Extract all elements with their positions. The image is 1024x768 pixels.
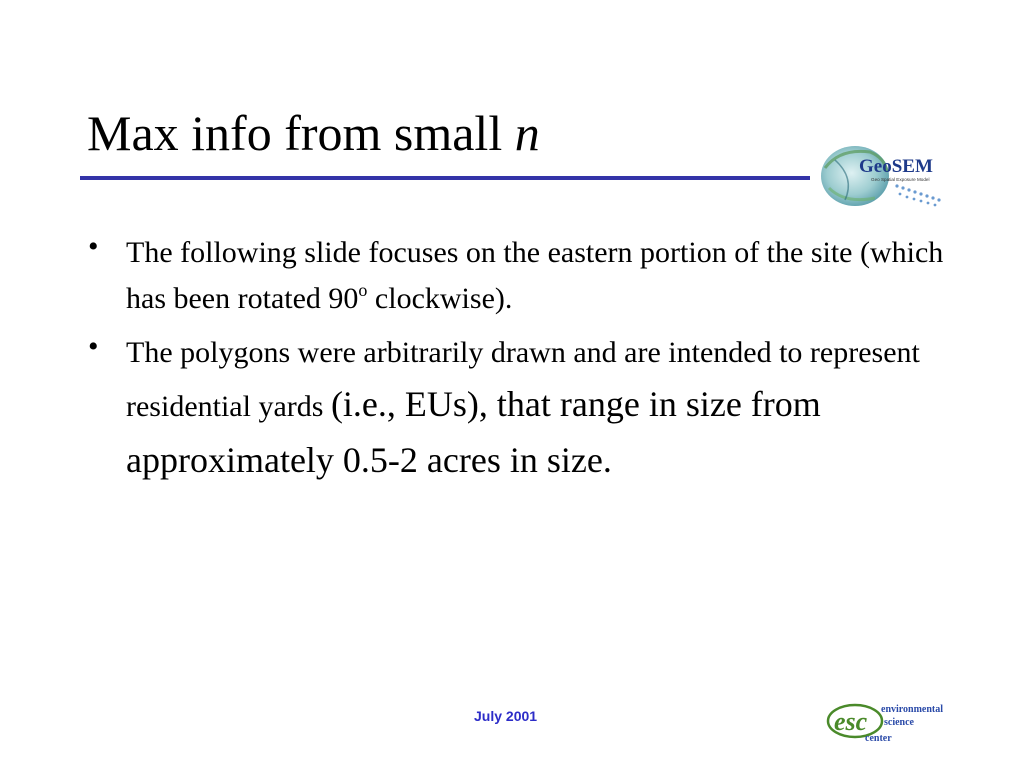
title-variable: n bbox=[514, 105, 540, 161]
bullet-marker: • bbox=[88, 330, 99, 363]
esc-logo bbox=[825, 695, 955, 751]
bullet-text-main: The polygons were arbitrarily drawn and are intended to represent residential yards bbox=[126, 336, 920, 423]
dot-trail-icon bbox=[895, 184, 940, 206]
esc-mark: esc bbox=[834, 707, 868, 736]
title-rule bbox=[80, 176, 810, 180]
esc-word-center: center bbox=[865, 733, 892, 744]
bullet-marker: • bbox=[88, 230, 99, 263]
title-text: Max info from small bbox=[87, 105, 515, 161]
bullet-list bbox=[86, 230, 946, 496]
bullet-text-end: clockwise). bbox=[367, 282, 513, 315]
footer-date: July 2001 bbox=[474, 708, 538, 724]
geosem-logo bbox=[815, 138, 950, 210]
degree-superscript: o bbox=[358, 280, 368, 300]
geosem-name: GeoSEM bbox=[859, 156, 933, 177]
geosem-tagline: Geo Spatial Exposure Model bbox=[871, 177, 930, 182]
bullet-text bbox=[126, 230, 946, 322]
esc-word-science: science bbox=[884, 717, 914, 728]
esc-word-environmental: environmental bbox=[881, 704, 944, 715]
bullet-text-main: The following slide focuses on the eastern portion of the site (which has been rotated 90 bbox=[126, 236, 944, 315]
bullet-text-large: (i.e., EUs), that range in size from approximately 0.5-2 acres in size. bbox=[126, 384, 821, 480]
bullet-item bbox=[86, 230, 946, 322]
slide-title bbox=[87, 103, 540, 163]
bullet-item bbox=[86, 330, 946, 488]
bullet-text bbox=[126, 330, 946, 488]
